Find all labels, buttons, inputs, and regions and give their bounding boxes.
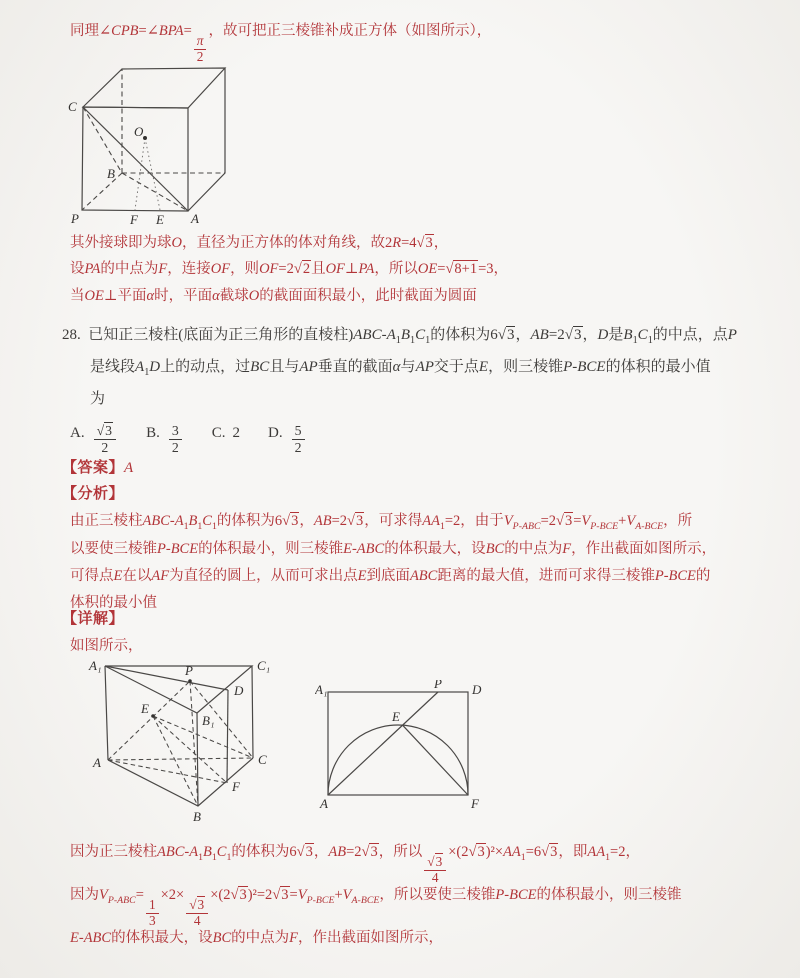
option-c: [212, 424, 240, 443]
prism-label-C: C: [258, 752, 267, 767]
cube-label-B: B: [107, 166, 115, 181]
solution-line-1: 同理∠CPB=∠BPA= $\frac{\pi}{2}$ ，故可把正三棱锥补成正方体（如图所示），: [70, 23, 492, 64]
prism-label-D: D: [234, 683, 244, 698]
cube-point-O: [143, 136, 147, 140]
analysis-line-2: 以要使三棱锥P-BCE的体积最小，则三棱锥E-ABC的体积最大，设BC的中点为F，作出截面如图所示，: [70, 541, 717, 557]
prism-label-A: A: [93, 755, 101, 770]
analysis-label: 【分析】: [62, 486, 125, 502]
analysis-line-3: 可得点E在以AF为直径的圆上，从而可求出点E到底面ABC距离的最大值，进而可求得三棱锥P-BCE的: [70, 568, 711, 584]
prism-line-A1D: [105, 666, 228, 690]
prism-vertical-edges: [105, 666, 253, 806]
section-label-F: F: [471, 796, 479, 811]
cube-hidden-edges: [82, 69, 225, 210]
solution-line-3: 设PA的中点为F，连接OF，则OF=2 √ 2且OF⊥PA，所以OE= √ 8+1=3，: [70, 260, 508, 278]
option-a-value: √ $\frac{3}{2}$: [92, 412, 118, 455]
question-number: 28.: [62, 327, 81, 343]
prism-line-AP: [108, 681, 190, 760]
cube-label-A: A: [191, 211, 199, 226]
solution-line-4: 当OE⊥平面α时，平面α截球O的截面面积最小，此时截面为圆面: [70, 288, 477, 304]
detail-intro: 如图所示，: [70, 638, 143, 654]
section-label-A1: A₁: [315, 682, 328, 697]
section-label-P: P: [434, 680, 442, 691]
options-row: [70, 412, 307, 455]
option-a-label: A.: [70, 425, 85, 442]
prism-diagram: [87, 658, 277, 830]
section-line-AP: [328, 692, 438, 795]
prism-label-A1: A₁: [89, 658, 102, 673]
cube-label-C: C: [68, 99, 77, 114]
option-d-label: D.: [268, 425, 283, 442]
section-rectangle: [328, 692, 468, 795]
prism-top-face: [105, 666, 252, 713]
option-b-value: $\frac{3}{2}$: [167, 412, 184, 455]
analysis-line-4: 体积的最小值: [70, 595, 157, 611]
cube-diagonal-CA: [83, 107, 188, 211]
prism-hidden-edge-AC: [108, 758, 253, 760]
section-label-A: A: [320, 796, 328, 811]
option-d: [268, 412, 307, 455]
prism-lines-from-P: [190, 681, 253, 806]
detail-line-2: 因为$V_{P-ABC}=$ $\frac{1}{3}$ ×2× √ $\frac{3}{4}$ ×(2 √ 3)²=2 √ $3=V_{P-BCE}+V_{A-BCE}$，所以要使三棱锥P-BCE的体积最小，则三棱锥: [70, 886, 682, 929]
cube-dotted-lines: [135, 138, 160, 210]
section-semicircle: [328, 725, 468, 795]
question-line-1: [62, 326, 737, 345]
detail-line-1: 因为正三棱柱ABC-$A_1B_1C_1$的体积为6 √ 3，AB=2 √ 3，所以 √ $\frac{3}{4}$ ×(2 √ $3)^2\times AA_1=6$ √ 3，即$AA_1=2$，: [70, 843, 640, 886]
prism-label-P: P: [185, 663, 193, 678]
answer-line: [62, 459, 133, 478]
cube-label-F: F: [130, 212, 138, 227]
prism-label-B1: B₁: [202, 713, 215, 728]
prism-label-C1: C₁: [257, 658, 271, 673]
analysis-line-1: 由正三棱柱ABC-$A_1B_1C_1$的体积为6 √ 3，AB=2 √ 3，可求得$AA_1=2$，由于$V_{P-ABC}=2$ √ $3=V_{P-BCE}+V_{A-BCE}$，所: [70, 512, 692, 530]
prism-label-B: B: [193, 809, 201, 824]
prism-point-E: [151, 714, 155, 718]
question-line-2: 是线段$A_1D$上的动点，过BC且与AP垂直的截面α与AP交于点E，则三棱锥P-BCE的体积的最小值: [90, 359, 711, 378]
option-a: [70, 412, 118, 455]
cube-diagram: [55, 50, 315, 230]
detail-label: 【详解】: [62, 611, 125, 627]
cube-label-P: P: [71, 211, 79, 226]
question-text-1: 已知正三棱柱(底面为正三角形的直棱柱)$ABC-A_1B_1C_1$的体积为6 √ 3，AB=2 √ 3，D是$B_1C_1$的中点，点P: [88, 327, 737, 343]
question-line-3: 为: [90, 391, 106, 407]
prism-point-P: [188, 679, 192, 683]
section-label-D: D: [472, 682, 482, 697]
prism-label-F: F: [232, 779, 240, 794]
section-label-E: E: [392, 709, 400, 724]
answer-label: 【答案】: [62, 460, 125, 476]
section-diagram: [315, 680, 487, 815]
cube-label-E: E: [156, 212, 164, 227]
option-c-label: C.: [211, 425, 226, 442]
cube-top-face: [83, 68, 225, 108]
option-c-value: 2: [232, 425, 241, 442]
detail-line-3: E-ABC的体积最大，设BC的中点为F，作出截面如图所示，: [70, 930, 443, 946]
option-b: [146, 412, 184, 455]
cube-right-edges: [188, 68, 225, 211]
solution-line-2: 其外接球即为球O，直径为正方体的体对角线，故2R=4 √ 3，: [70, 234, 448, 252]
option-b-label: B.: [146, 425, 160, 442]
cube-label-O: O: [134, 124, 144, 139]
prism-line-AF: [108, 760, 227, 783]
option-d-value: $\frac{5}{2}$: [290, 412, 307, 455]
prism-line-DF: [227, 690, 228, 783]
answer-value: A: [124, 460, 134, 476]
prism-label-E: E: [141, 701, 149, 716]
